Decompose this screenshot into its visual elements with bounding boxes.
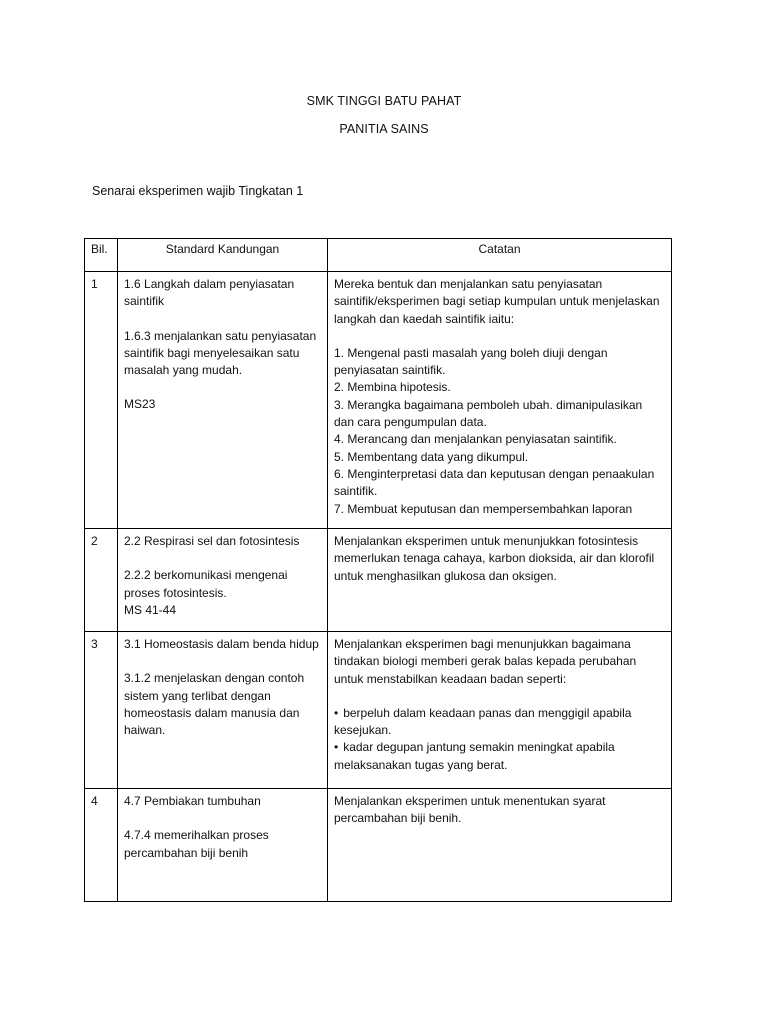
standard-learning: 1.6.3 menjalankan satu penyiasatan saintifik bagi menyelesaikan satu masalah yang mudah.: [124, 328, 317, 378]
cell-catatan: [328, 272, 672, 529]
standard-learning: 4.7.4 memerihalkan proses percambahan biji benih: [124, 828, 269, 860]
catatan-bullet: • kadar degupan jantung semakin meningkat apabila melaksanakan tugas yang berat.: [334, 739, 665, 774]
experiment-table: [84, 238, 672, 902]
catatan-item: 2. Membina hipotesis.: [334, 380, 451, 395]
panel-name: PANITIA SAINS: [339, 122, 429, 136]
catatan-intro: Menjalankan eksperimen untuk menentukan syarat percambahan biji benih.: [334, 794, 606, 826]
catatan-bullet: • berpeluh dalam keadaan panas dan menggigil apabila kesejukan.: [334, 705, 665, 740]
cell-standard: [118, 529, 328, 632]
catatan-intro: Mereka bentuk dan menjalankan satu penyiasatan saintifik/eksperimen bagi setiap kumpulan untuk menjelaskan langkah dan kaedah saintifik iaitu:: [334, 277, 660, 326]
cell-bil: 1: [85, 272, 118, 529]
cell-catatan: [328, 789, 672, 902]
header-bil: Bil.: [85, 239, 118, 272]
cell-standard: [118, 272, 328, 529]
table-row: [85, 632, 672, 789]
document-subtitle: Senarai eksperimen wajib Tingkatan 1: [92, 184, 304, 198]
standard-topic: 2.2 Respirasi sel dan fotosintesis: [124, 534, 300, 548]
cell-catatan: [328, 632, 672, 789]
catatan-item: 3. Merangka bagaimana pemboleh ubah. dimanipulasikan dan cara pengumpulan data.: [334, 397, 643, 430]
school-name: SMK TINGGI BATU PAHAT: [306, 94, 462, 108]
cell-standard: [118, 632, 328, 789]
header-catatan: Catatan: [328, 239, 672, 272]
header-standard: Standard Kandungan: [118, 239, 328, 272]
cell-bil: 3: [85, 632, 118, 789]
standard-topic: 3.1 Homeostasis dalam benda hidup: [124, 637, 319, 651]
catatan-item: 5. Membentang data yang dikumpul.: [334, 449, 529, 464]
catatan-item: 7. Membuat keputusan dan mempersembahkan laporan: [334, 501, 633, 516]
cell-bil: 4: [85, 789, 118, 902]
table-row: [85, 529, 672, 632]
standard-page: MS 41-44: [124, 602, 177, 617]
catatan-item: 6. Menginterpretasi data dan keputusan dengan penaakulan saintifik.: [334, 466, 655, 499]
catatan-intro: Menjalankan eksperimen bagi menunjukkan bagaimana tindakan biologi memberi gerak balas kepada perubahan untuk menstabilkan keadaan badan seperti:: [334, 637, 637, 686]
cell-catatan: [328, 529, 672, 632]
table-row: [85, 789, 672, 902]
table-header-row: [85, 239, 672, 272]
catatan-item: 4. Merancang dan menjalankan penyiasatan saintifik.: [334, 432, 617, 447]
cell-bil: 2: [85, 529, 118, 632]
standard-page: MS23: [124, 397, 156, 412]
standard-topic: 4.7 Pembiakan tumbuhan: [124, 794, 261, 808]
standard-topic: 1.6 Langkah dalam penyiasatan saintifik: [124, 277, 295, 309]
catatan-intro: Menjalankan eksperimen untuk menunjukkan fotosintesis memerlukan tenaga cahaya, karbon dioksida, air dan klorofil untuk menghasilkan glukosa dan oksigen.: [334, 534, 655, 583]
table-row: [85, 272, 672, 529]
standard-learning: 2.2.2 berkomunikasi mengenai proses fotosintesis.: [124, 568, 288, 600]
standard-learning: 3.1.2 menjelaskan dengan contoh sistem yang terlibat dengan homeostasis dalam manusia dan haiwan.: [124, 671, 305, 738]
catatan-item: 1. Mengenal pasti masalah yang boleh diuji dengan penyiasatan saintifik.: [334, 345, 608, 378]
cell-standard: [118, 789, 328, 902]
